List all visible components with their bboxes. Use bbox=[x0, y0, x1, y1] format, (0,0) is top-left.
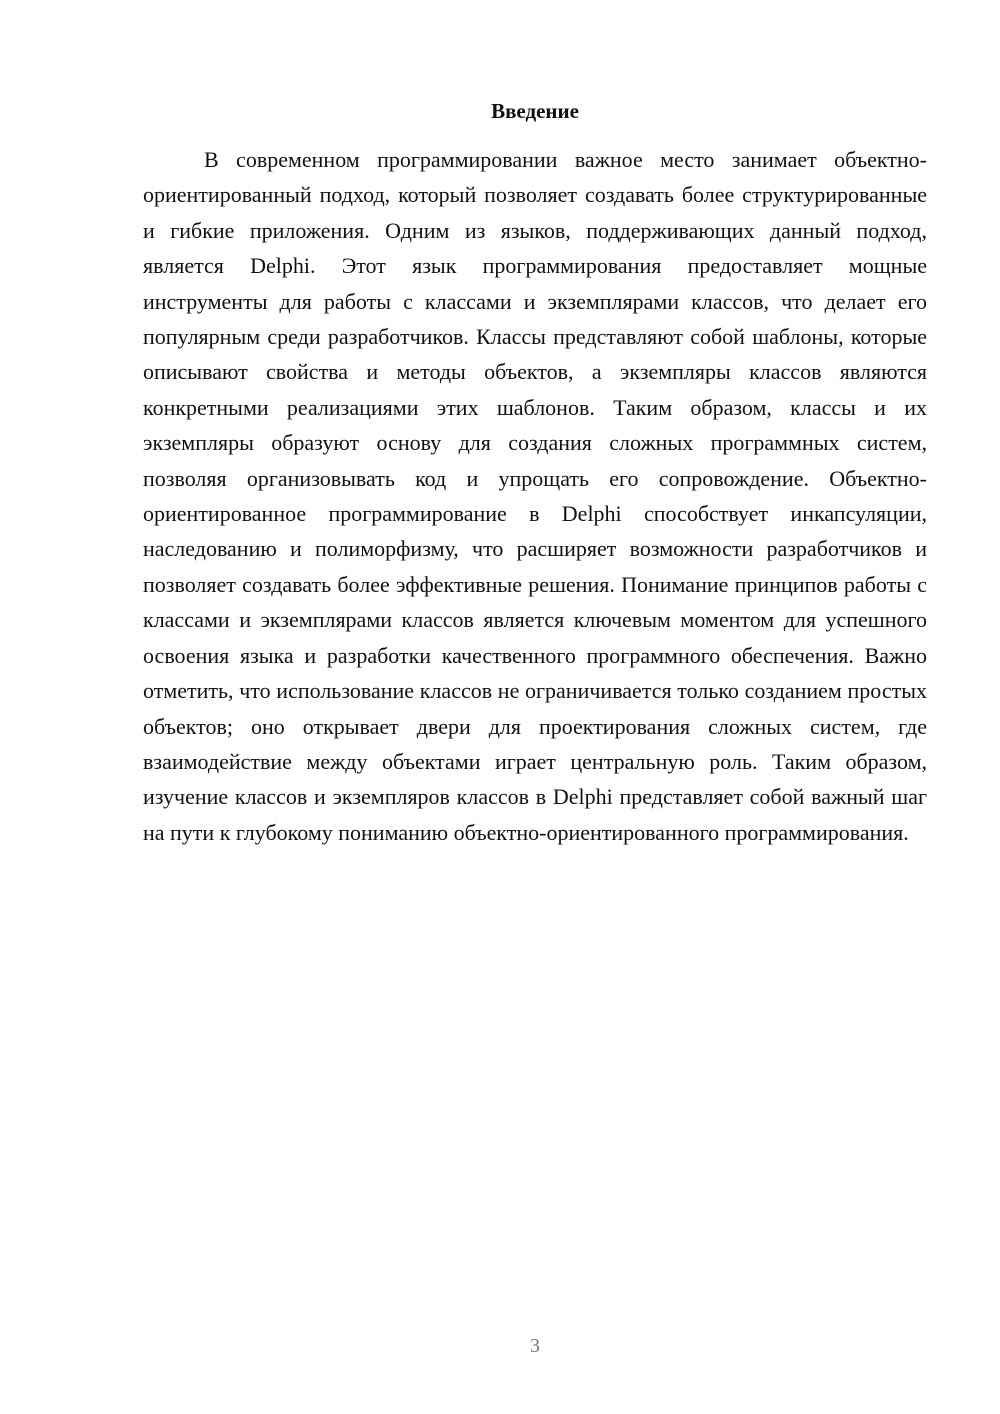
body-paragraph: В современном программировании важное место занимает объектно-ориентированный подход, который позволяет создавать более структурированные и гибкие приложения. Одним из языков, поддерживающих данный подход, является Delphi. Этот язык программирования предоставляет мощные инструменты для работы с классами и экземплярами классов, что делает его популярным среди разработчиков. Классы представляют собой шаблоны, которые описывают свойства и методы объектов, а экземпляры классов являются конкретными реализациями этих шаблонов. Таким образом, классы и их экземпляры образуют основу для создания сложных программных систем, позволяя организовывать код и упрощать его сопровождение. Объектно-ориентированное программирование в Delphi способствует инкапсуляции, наследованию и полиморфизму, что расширяет возможности разработчиков и позволяет создавать более эффективные решения. Понимание принципов работы с классами и экземплярами классов является ключевым моментом для успешного освоения языка и разработки качественного программного обеспечения. Важно отметить, что использование классов не ограничивается только созданием простых объектов; оно открывает двери для проектирования сложных систем, где взаимодействие между объектами играет центральную роль. Таким образом, изучение классов и экземпляров классов в Delphi представляет собой важный шаг на пути к глубокому пониманию объектно-ориентированного программирования. bbox=[143, 147, 927, 845]
section-heading: Введение bbox=[491, 99, 579, 123]
page-number: 3 bbox=[530, 1335, 540, 1357]
